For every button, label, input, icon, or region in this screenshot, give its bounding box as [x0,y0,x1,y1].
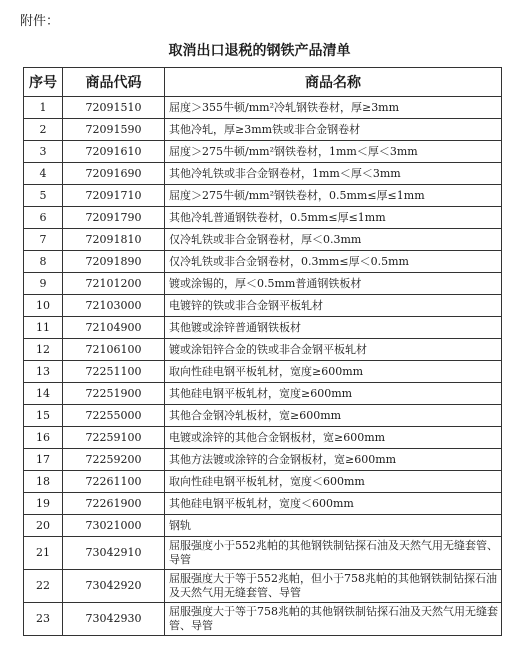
table-row [24,449,502,471]
row-index: 16 [24,427,63,449]
row-code: 73042930 [63,603,165,636]
row-code: 72091790 [63,207,165,229]
row-code: 72091590 [63,119,165,141]
row-name: 其他冷轧铁或非合金钢卷材，1mm＜厚＜3mm [165,163,502,185]
table-header-row [24,68,502,97]
row-index: 8 [24,251,63,273]
row-code: 72091810 [63,229,165,251]
row-code: 72106100 [63,339,165,361]
row-index: 4 [24,163,63,185]
row-code: 72261900 [63,493,165,515]
table-row [24,427,502,449]
row-index: 1 [24,97,63,119]
row-code: 73021000 [63,515,165,537]
table-row [24,251,502,273]
table-row [24,185,502,207]
row-index: 13 [24,361,63,383]
table-row [24,163,502,185]
table-row [24,515,502,537]
row-index: 20 [24,515,63,537]
row-index: 14 [24,383,63,405]
row-code: 72091890 [63,251,165,273]
row-name: 屈度＞275牛顿/mm²钢铁卷材，0.5mm≤厚≤1mm [165,185,502,207]
row-code: 73042910 [63,537,165,570]
row-name: 钢轨 [165,515,502,537]
row-name: 其他硅电钢平板轧材，宽度≥600mm [165,383,502,405]
row-code: 72091710 [63,185,165,207]
row-name: 镀或涂锡的，厚＜0.5mm普通钢铁板材 [165,273,502,295]
row-index: 10 [24,295,63,317]
row-name: 屈服强度小于552兆帕的其他钢铁制钻探石油及天然气用无缝套管、导管 [165,537,502,570]
table-row [24,97,502,119]
row-index: 17 [24,449,63,471]
row-code: 72091510 [63,97,165,119]
row-name: 电镀或涂锌的其他合金钢板材，宽≥600mm [165,427,502,449]
column-header-code: 商品代码 [63,68,165,97]
row-index: 7 [24,229,63,251]
table-row [24,317,502,339]
row-name: 电镀锌的铁或非合金钢平板轧材 [165,295,502,317]
table-row [24,471,502,493]
row-code: 72251100 [63,361,165,383]
row-index: 12 [24,339,63,361]
table-row [24,229,502,251]
row-name: 镀或涂铝锌合金的铁或非合金钢平板轧材 [165,339,502,361]
row-code: 72255000 [63,405,165,427]
row-index: 23 [24,603,63,636]
table-row [24,207,502,229]
table-row [24,339,502,361]
row-index: 11 [24,317,63,339]
row-code: 72259100 [63,427,165,449]
row-name: 其他硅电钢平板轧材，宽度＜600mm [165,493,502,515]
table-row [24,493,502,515]
table-row [24,570,502,603]
column-header-name: 商品名称 [165,68,502,97]
row-code: 73042920 [63,570,165,603]
table-row [24,383,502,405]
column-header-index: 序号 [24,68,63,97]
row-name: 屈度＞275牛顿/mm²钢铁卷材，1mm＜厚＜3mm [165,141,502,163]
row-name: 屈服强度大于等于552兆帕，但小于758兆帕的其他钢铁制钻探石油及天然气用无缝套管、导管 [165,570,502,603]
row-name: 其他合金钢冷轧板材，宽≥600mm [165,405,502,427]
row-name: 其他方法镀或涂锌的合金钢板材，宽≥600mm [165,449,502,471]
row-code: 72259200 [63,449,165,471]
row-name: 其他冷轧，厚≥3mm铁或非合金钢卷材 [165,119,502,141]
row-name: 取向性硅电钢平板轧材，宽度≥600mm [165,361,502,383]
table-row [24,537,502,570]
row-code: 72091610 [63,141,165,163]
row-index: 21 [24,537,63,570]
row-code: 72103000 [63,295,165,317]
row-name: 取向性硅电钢平板轧材，宽度＜600mm [165,471,502,493]
row-name: 屈服强度大于等于758兆帕的其他钢铁制钻探石油及天然气用无缝套管、导管 [165,603,502,636]
table-row [24,405,502,427]
row-code: 72104900 [63,317,165,339]
row-index: 22 [24,570,63,603]
attachment-label: 附件： [20,14,60,29]
row-index: 18 [24,471,63,493]
row-index: 3 [24,141,63,163]
row-index: 5 [24,185,63,207]
row-code: 72101200 [63,273,165,295]
table-row [24,273,502,295]
row-index: 6 [24,207,63,229]
row-name: 其他冷轧普通钢铁卷材，0.5mm≤厚≤1mm [165,207,502,229]
product-table [23,67,502,636]
row-index: 9 [24,273,63,295]
table-row [24,119,502,141]
row-index: 15 [24,405,63,427]
table-row [24,295,502,317]
row-name: 仅冷轧铁或非合金钢卷材，厚＜0.3mm [165,229,502,251]
row-code: 72261100 [63,471,165,493]
table-row [24,603,502,636]
row-name: 其他镀或涂锌普通钢铁板材 [165,317,502,339]
row-name: 屈度＞355牛顿/mm²冷轧钢铁卷材，厚≥3mm [165,97,502,119]
table-row [24,361,502,383]
row-index: 19 [24,493,63,515]
document-title: 取消出口退税的钢铁产品清单 [168,43,351,59]
row-name: 仅冷轧铁或非合金钢卷材，0.3mm≤厚＜0.5mm [165,251,502,273]
table-row [24,141,502,163]
row-code: 72091690 [63,163,165,185]
row-code: 72251900 [63,383,165,405]
row-index: 2 [24,119,63,141]
